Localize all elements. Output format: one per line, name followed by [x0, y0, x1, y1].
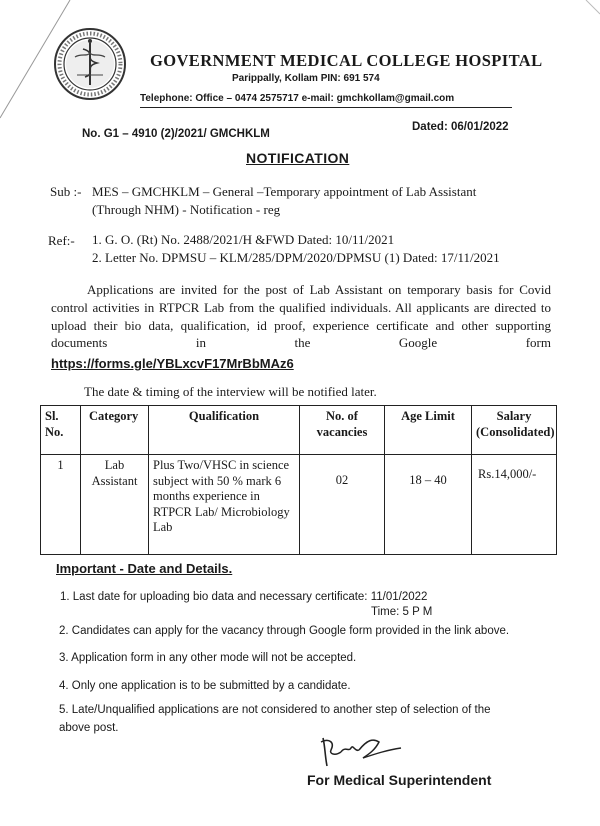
references-label: Ref:-: [48, 233, 75, 248]
header-salary: Salary (Consolidated): [472, 406, 557, 455]
google-form-link[interactable]: https://forms.gle/YBLxcvF17MrBbMAz6: [51, 356, 294, 371]
header-qualification: Qualification: [149, 406, 300, 455]
important-heading: Important - Date and Details.: [56, 561, 233, 576]
point-2: 2. Candidates can apply for the vacancy through Google form provided in the link above.: [59, 625, 510, 637]
point-5: 5. Late/Unqualified applications are not considered to another step of selection of the: [59, 704, 491, 716]
handwritten-signature: [315, 728, 415, 770]
hospital-address: Parippally, Kollam PIN: 691 574: [232, 73, 380, 84]
reference-item-1: 1. G. O. (Rt) No. 2488/2021/H &FWD Dated: 10/11/2021: [92, 232, 395, 247]
cell-vacancies: 02: [300, 455, 385, 555]
point-4: 4. Only one application is to be submitted by a candidate.: [59, 680, 351, 692]
body-paragraph-text: Applications are invited for the post of Lab Assistant on temporary basis for Covid control activities in RTPCR Lab from the qualified individuals. All applicants are directed to upload their bio data, qualification, id proof, experience certificate and other supporting documents in the Google form: [51, 282, 551, 351]
signoff-text: For Medical Superintendent: [307, 772, 492, 788]
table-row: [41, 455, 557, 555]
cell-salary: Rs.14,000/-: [472, 455, 557, 555]
table-header-row: [41, 406, 557, 455]
hospital-name: GOVERNMENT MEDICAL COLLEGE HOSPITAL: [150, 51, 543, 70]
point-5-continued: above post.: [59, 722, 119, 734]
cell-category: Lab Assistant: [81, 455, 149, 555]
issue-date: Dated: 06/01/2022: [412, 121, 509, 133]
contact-line: Telephone: Office – 0474 2575717 e-mail: gmchkollam@gmail.com: [140, 93, 455, 104]
subject-line-2: (Through NHM) - Notification - reg: [92, 202, 281, 217]
header-sl-no: Sl. No.: [41, 406, 81, 455]
header-age-limit: Age Limit: [385, 406, 472, 455]
header-divider: [140, 107, 512, 108]
header-category: Category: [81, 406, 149, 455]
cell-age-limit: 18 – 40: [385, 455, 472, 555]
subject-label: Sub :-: [50, 184, 82, 199]
hospital-seal-logo: [53, 27, 127, 101]
header-vacancies: No. of vacancies: [300, 406, 385, 455]
cell-sl-no: 1: [41, 455, 81, 555]
point-1: 1. Last date for uploading bio data and necessary certificate: 11/01/2022: [60, 591, 428, 603]
point-3: 3. Application form in any other mode will not be accepted.: [59, 652, 357, 664]
vacancy-table: [40, 405, 557, 555]
reference-item-2: 2. Letter No. DPMSU – KLM/285/DPM/2020/DPMSU (1) Dated: 17/11/2021: [92, 250, 500, 265]
reference-number: No. G1 – 4910 (2)/2021/ GMCHKLM: [82, 128, 270, 140]
interview-note: The date & timing of the interview will be notified later.: [84, 384, 377, 399]
body-paragraph: [51, 281, 551, 352]
point-1-time: Time: 5 P M: [371, 606, 433, 618]
cell-qualification: Plus Two/VHSC in science subject with 50 % mark 6 months experience in RTPCR Lab/ Microbiology Lab: [149, 455, 300, 555]
page-title: NOTIFICATION: [246, 150, 350, 166]
subject-line-1: MES – GMCHKLM – General –Temporary appointment of Lab Assistant: [92, 184, 477, 199]
